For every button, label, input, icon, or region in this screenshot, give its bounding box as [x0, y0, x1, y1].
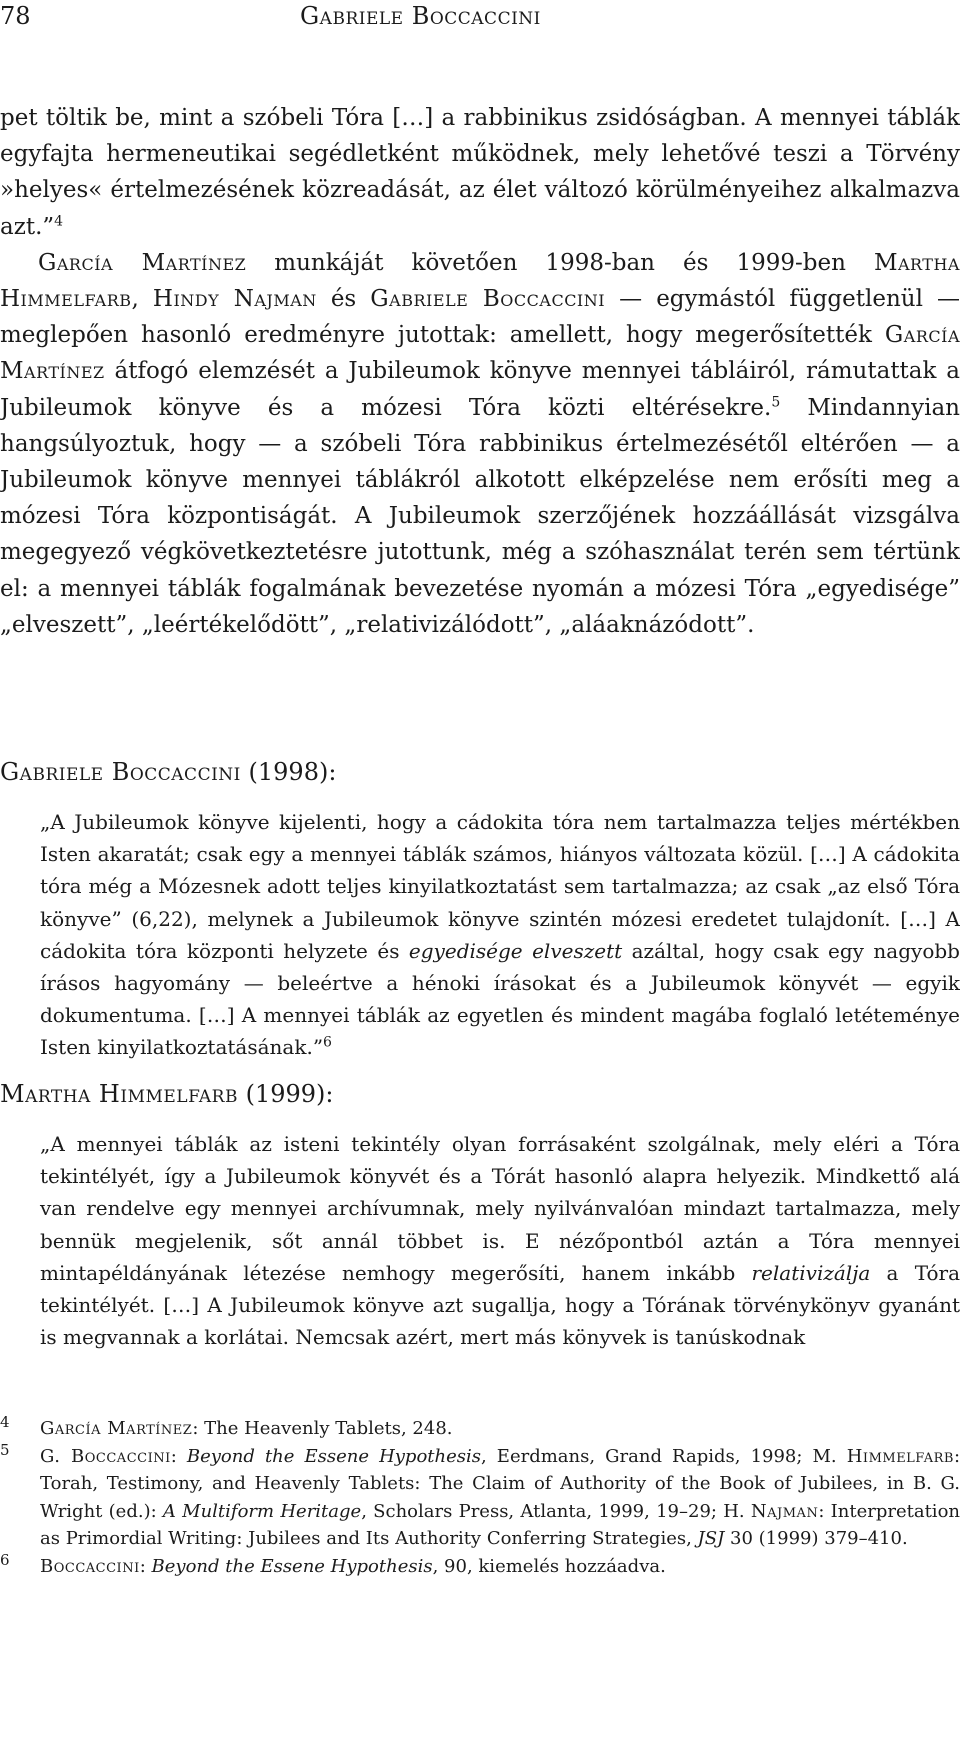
- paragraph-2: [0, 245, 960, 643]
- running-head: Gabriele Boccaccini: [300, 2, 541, 30]
- section-heading-himmelfarb: [0, 1080, 334, 1108]
- footnote-4: [0, 1415, 960, 1443]
- section-heading-year: (1999):: [237, 1080, 334, 1108]
- paragraph-1: [0, 100, 960, 245]
- footnote-title: Beyond the Essene Hypothesis: [151, 1555, 433, 1577]
- quote-emphasis: relativizálja: [751, 1260, 871, 1285]
- footnote-author: G. Boccaccini: [40, 1445, 171, 1467]
- page-number: 78: [0, 2, 31, 30]
- page-header: [0, 0, 960, 40]
- footnote-author: Boccaccini: [40, 1555, 140, 1577]
- footnote-number: 5: [0, 1440, 10, 1459]
- footnote-title: Beyond the Essene Hypothesis: [186, 1445, 482, 1467]
- quote-text: a Tóra tekintélyét. […] A Jubileumok könyve azt sugallja, hogy a Tórának törvénykönyv gyanánt is megvannak a korlátai. Nemcsak azért, mert más könyvek is tanúskodnak: [40, 1260, 960, 1350]
- author-name: Hindy Najman: [152, 286, 317, 313]
- footnotes: [0, 1415, 960, 1581]
- footnote-author: García Martínez: [40, 1418, 193, 1439]
- footnote-ref-6: 6: [323, 1034, 332, 1051]
- footnote-text: : Interpretation as Primordial Writing: Jubilees and Its Authority Conferring Strategies,: [40, 1500, 960, 1550]
- footnote-author: Najman: [750, 1500, 819, 1522]
- footnote-text: :: [170, 1445, 187, 1467]
- quote-text: „A mennyei táblák az isteni tekintély olyan forrásaként szolgálnak, mely eléri a Tóra tekintélyét, így a Jubileumok könyvét és a Tórát hasonló alapra helyezik. Mindkettő alá van rendelve egy mennyei archívumnak, mely nyilvánvalóan mindazt tartalmazza, mely bennük megjelenik, sőt annál többet is. E nézőpontból aztán a Tóra mennyei mintapéldányának létezése nemhogy megerősíti, hanem inkább: [40, 1132, 960, 1285]
- footnote-text: , Eerdmans, Grand Rapids, 1998; M.: [481, 1445, 847, 1467]
- block-quote-boccaccini: [40, 806, 960, 1064]
- quote-emphasis: egyedisége elveszett: [408, 938, 623, 963]
- footnote-5: [0, 1440, 960, 1553]
- footnote-number: 6: [0, 1550, 10, 1569]
- footnote-text: 30 (1999) 379–410.: [724, 1528, 908, 1550]
- footnote-text: : The Heavenly Tablets, 248.: [192, 1418, 453, 1439]
- footnote-text: :: [139, 1555, 152, 1577]
- quote-text: „A Jubileumok könyve kijelenti, hogy a cádokita tóra nem tartalmazza teljes mértékben Isten akaratát; csak egy a mennyei táblák számos, hiányos változata közül. […] A cádokita tóra még a Mózesnek adott teljes kinyilatkoztatást sem tartalmazza; az csak „az első Tóra könyve” (6,22), melynek a Jubileumok könyve szintén mózesi eredetet tulajdonít. […] A cádokita tóra központi helyzete és: [40, 810, 960, 963]
- footnote-text: : Torah, Testimony, and Heavenly Tablets: The Claim of Authority of the Book of Jubilees, in B. G. Wright (ed.):: [40, 1445, 960, 1522]
- quote-text: azáltal, hogy csak egy nagyobb írásos hagyomány — beleértve a hénoki írásokat és a Jubileumok könyvét — egyik dokumentuma. […] A mennyei táblák az egyetlen és mindent magába foglaló letéteménye Isten kinyilatkoztatásának.”: [40, 938, 960, 1060]
- footnote-number: 4: [0, 1413, 10, 1431]
- footnote-ref-5: 5: [771, 393, 781, 410]
- author-name: Gabriele Boccaccini: [370, 286, 606, 313]
- footnote-text: , 90, kiemelés hozzáadva.: [432, 1555, 666, 1577]
- main-text: [0, 100, 960, 643]
- author-name: García Martínez: [0, 322, 960, 385]
- author-name: García Martínez: [38, 249, 247, 276]
- paragraph-2-text: átfogó elemzését a Jubileumok könyve mennyei tábláiról, rámutattak a Jubileumok könyve és a mózesi Tóra közti eltérésekre.: [0, 358, 960, 421]
- paragraph-2-text: — egymástól függetlenül — meglepően hasonló eredményre jutottak: amellett, hogy megerősítették: [0, 286, 960, 349]
- paragraph-1-text: pet töltik be, mint a szóbeli Tóra […] a rabbinikus zsidóságban. A mennyei táblák egyfajta hermeneutikai segédletként működnek, mely lehetővé teszi a Törvény »helyes« értelmezésének közreadását, az élet változó körülményeihez alkalmazva azt.”: [0, 105, 960, 240]
- quote-paragraph: [40, 806, 960, 1064]
- footnote-text: , Scholars Press, Atlanta, 1999, 19–29; H.: [361, 1500, 751, 1522]
- paragraph-2-text: ,: [131, 286, 153, 313]
- footnote-author: Himmelfarb: [846, 1445, 954, 1467]
- block-quote-himmelfarb: [40, 1128, 960, 1353]
- footnote-title: A Multiform Heritage: [162, 1500, 362, 1522]
- section-heading-year: (1998):: [240, 758, 337, 786]
- section-heading-name: Gabriele Boccaccini: [0, 758, 241, 786]
- quote-paragraph: [40, 1128, 960, 1353]
- paragraph-2-text: Mindannyian hangsúlyoztuk, hogy — a szóbeli Tóra rabbinikus értelmezésétől eltérően — a Jubileumok könyve mennyei táblákról alkotott elképzelése nem erősíti meg a mózesi Tóra központiságát. A Jubileumok szerzőjének hozzáállását vizsgálva megegyező végkövetkeztetésre jutottunk, még a szóhasználat terén sem tértünk el: a mennyei táblák fogalmának bevezetése nyomán a mózesi Tóra „egyedisége” „elveszett”, „leértékelődött”, „relativizálódott”, „aláaknázódott”.: [0, 394, 960, 638]
- footnote-6: [0, 1550, 960, 1581]
- footnote-ref-4: 4: [54, 212, 64, 229]
- paragraph-2-text: és: [316, 286, 371, 313]
- section-heading-name: Martha Himmelfarb: [0, 1080, 238, 1108]
- section-heading-boccaccini: [0, 758, 336, 786]
- paragraph-2-text: munkáját követően 1998-ban és 1999-ben: [246, 249, 874, 276]
- author-name: Martha Himmelfarb: [0, 249, 960, 313]
- footnote-journal: JSJ: [697, 1528, 725, 1550]
